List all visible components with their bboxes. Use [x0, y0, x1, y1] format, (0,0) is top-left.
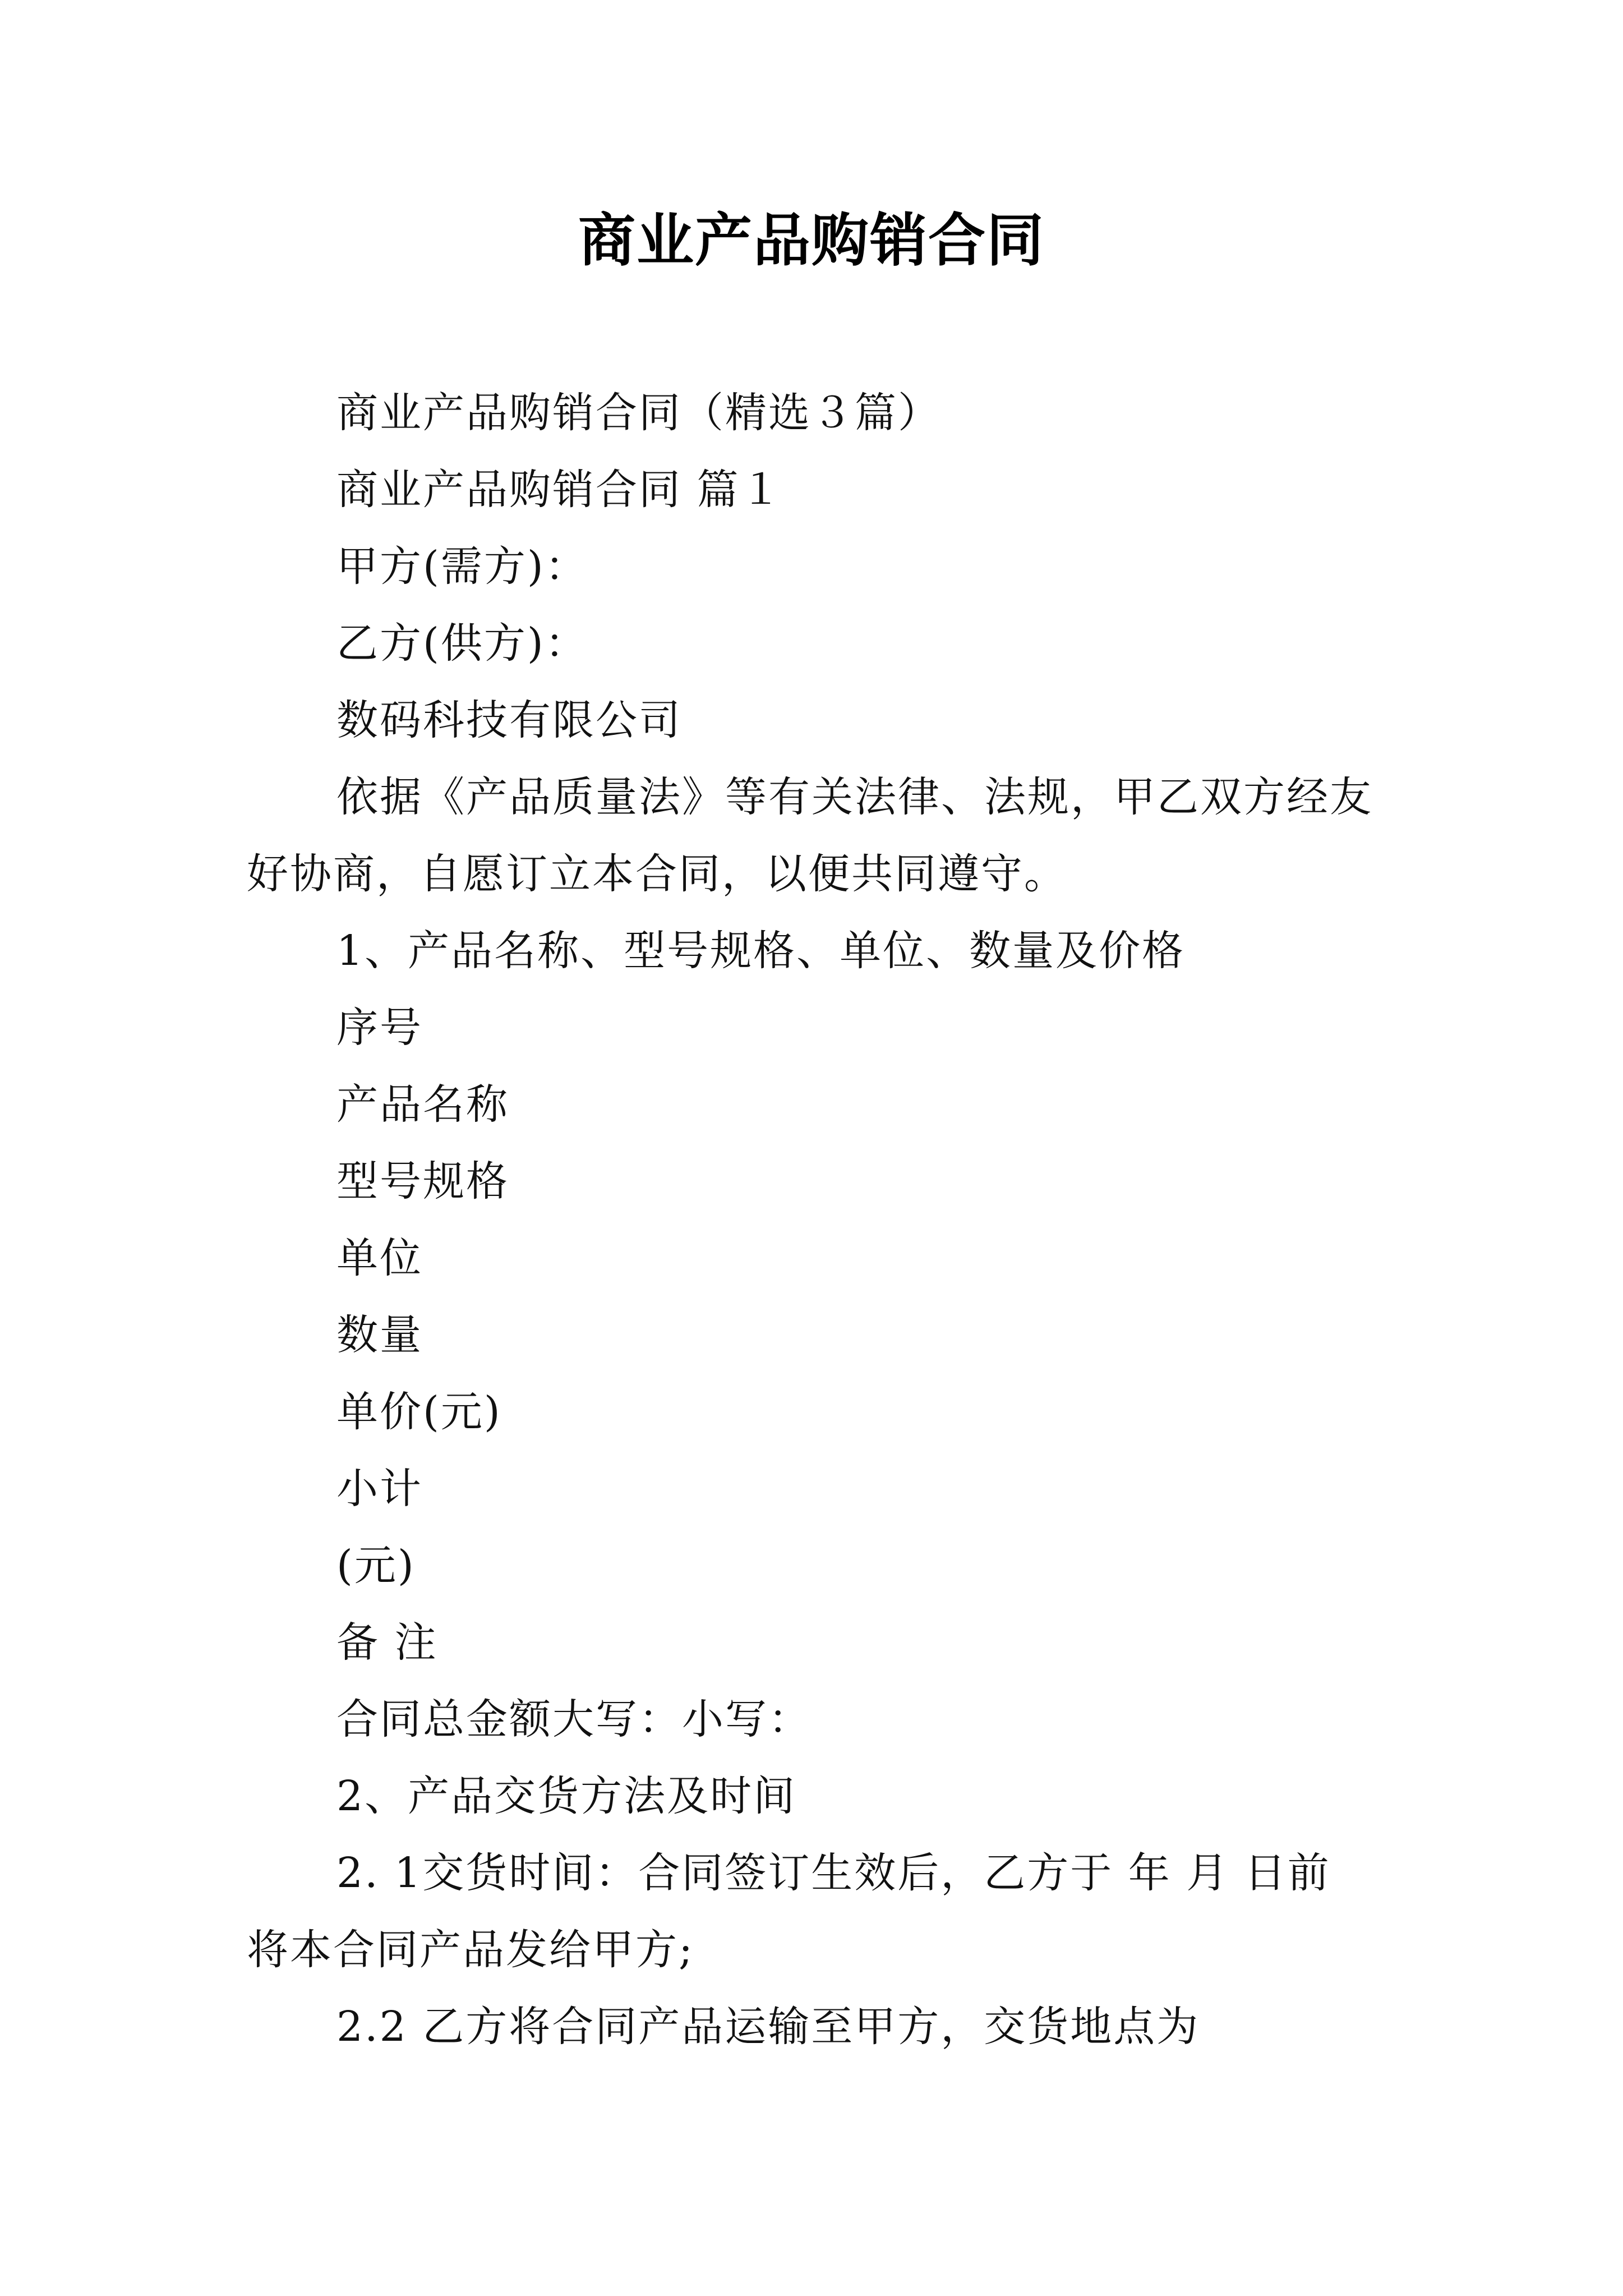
- field-subtotal: 小计: [336, 1465, 423, 1513]
- field-remarks: 备 注: [336, 1618, 438, 1667]
- field-subtotal-unit: (元): [336, 1542, 416, 1590]
- paragraph-subtitle: 商业产品购销合同（精选３篇）: [336, 389, 941, 437]
- field-serial-number: 序号: [336, 1004, 423, 1052]
- field-unit: 单位: [336, 1234, 423, 1282]
- paragraph-2-1-line-1: 2. 1交货时间：合同签订生效后，乙方于 年 月 日前: [336, 1849, 1331, 1897]
- document-body: [247, 375, 1385, 2065]
- document-title: 商业产品购销合同: [578, 208, 1045, 274]
- section-1-heading: 1、产品名称、型号规格、单位、数量及价格: [336, 927, 1186, 975]
- paragraph-party-b: 乙方(供方)：: [336, 619, 588, 668]
- paragraph-2-2: 2.2 乙方将合同产品运输至甲方，交货地点为: [336, 2003, 1200, 2051]
- paragraph-basis-line-1: 依据《产品质量法》等有关法律、法规，甲乙双方经友: [336, 773, 1373, 821]
- paragraph-part-heading: 商业产品购销合同 篇１: [336, 466, 783, 514]
- paragraph-2-1-line-2: 将本合同产品发给甲方;: [247, 1926, 694, 1974]
- section-2-heading: 2、产品交货方法及时间: [336, 1772, 797, 1820]
- paragraph-basis-line-2: 好协商，自愿订立本合同，以便共同遵守。: [247, 850, 1067, 898]
- paragraph-company: 数码科技有限公司: [336, 696, 682, 744]
- field-unit-price: 单价(元): [336, 1388, 502, 1436]
- field-product-name: 产品名称: [336, 1080, 509, 1129]
- field-quantity: 数量: [336, 1311, 423, 1359]
- paragraph-party-a: 甲方(需方)：: [336, 542, 588, 591]
- field-model-spec: 型号规格: [336, 1157, 509, 1205]
- paragraph-total-amount: 合同总金额大写：小写：: [336, 1695, 811, 1743]
